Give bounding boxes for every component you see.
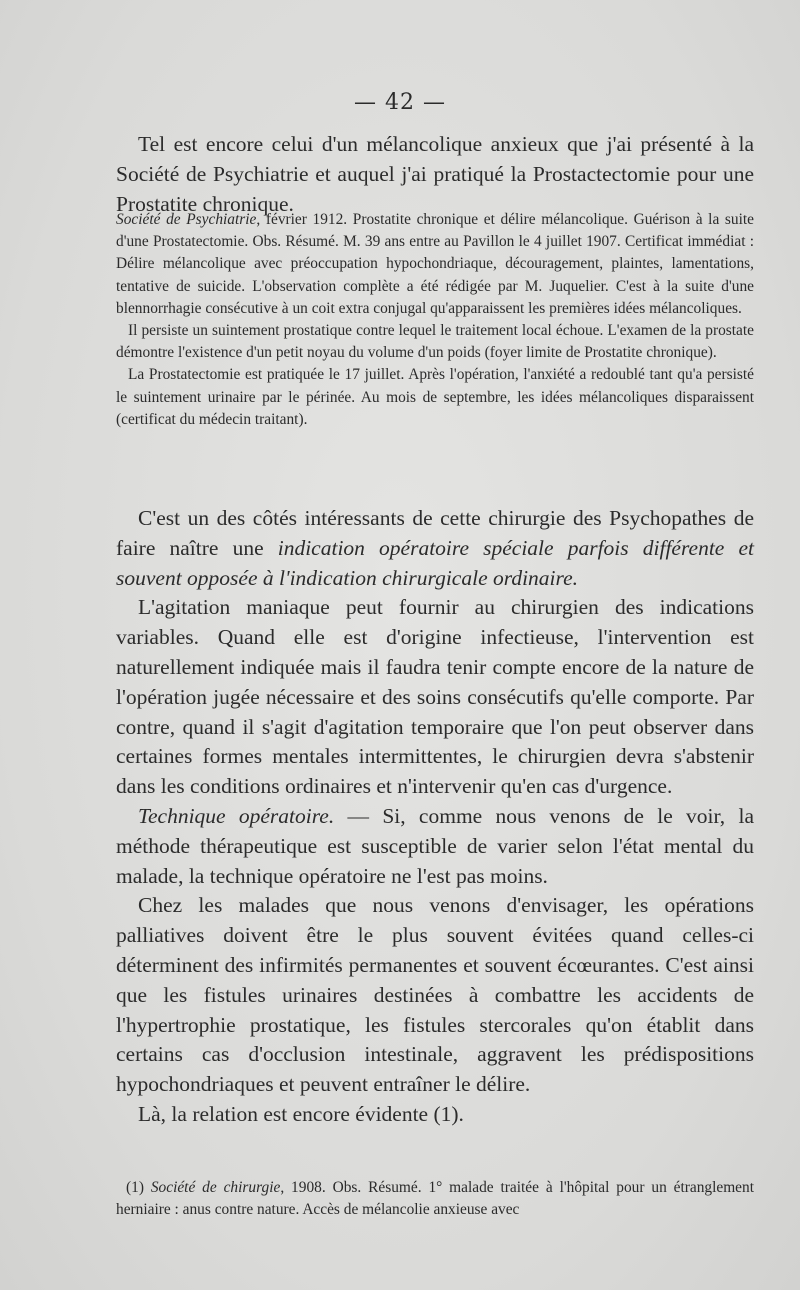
intro-paragraph: Tel est encore celui d'un mélancolique anxieux que j'ai présenté à la Société de Psychiatrie et auquel j'ai pratiqué la Prostactectomie pour une Prostatite chronique. (116, 132, 754, 216)
footnote-source: Société de chirurgie (150, 1179, 281, 1196)
footnote-marker: (1) (126, 1179, 151, 1196)
indication-emphasis: indication opératoire spéciale parfois différente et souvent opposée à l'indication chirurgicale ordinaire. (116, 535, 754, 590)
intro-block (116, 130, 754, 219)
indication-lead-text: C'est un des côtés intéressants de cette chirurgie des Psychopathes de faire naître une (116, 506, 754, 560)
case-summary-paragraph (116, 209, 754, 320)
technique-text: — Si, comme nous venons de le voir, la méthode thérapeutique est susceptible de varier selon l'état mental du malade, la technique opératoire ne l'est pas moins. (116, 803, 754, 888)
body-paragraph-indication (116, 504, 754, 593)
case-summary-text: , février 1912. Prostatite chronique et délire mélancolique. Guérison à la suite d'une Prostatectomie. Obs. Résumé. M. 39 ans entre au Pavillon le 4 juillet 1907. Certificat immédiat : Délire mélancolique avec préoccupation hypochondriaque, découragement, plaintes, lamentations, tentative de suicide. L'observation complète a été rédigée par M. Juquelier. C'est à la suite d'une blennorrhagie consécutive à un coit extra conjugal qu'apparaissent les premières idées mélancoliques. (116, 211, 754, 317)
body-paragraph-technique (116, 802, 754, 891)
body-paragraph-palliative: Chez les malades que nous venons d'envisager, les opérations palliatives doivent être le plus souvent évitées quand celles-ci déterminent des infirmités permanentes et souvent écœurantes. C'est ainsi que les fistules urinaires destinées à combattre les accidents de l'hypertrophie prostatique, les fistules stercorales qu'on établit dans certains cas d'occlusion intestinale, aggravent les prédispositions hypochondriaques et peuvent entraîner le délire. (116, 893, 754, 1097)
case-source: Société de Psychiatrie (116, 211, 257, 228)
technique-heading: Technique opératoire. (138, 803, 335, 828)
footnote-text: , 1908. Obs. Résumé. 1° malade traitée à l'hôpital pour un étranglement herniaire : anus contre nature. Accès de mélancolie anxieuse avec (116, 1179, 754, 1218)
footnote-block (116, 1177, 754, 1221)
case-exam-paragraph: Il persiste un suintement prostatique contre lequel le traitement local échoue. L'examen de la prostate démontre l'existence d'un petit noyau du volume d'un poids (foyer limite de Prostatite chronique). (116, 322, 754, 362)
body-paragraph-relation: Là, la relation est encore évidente (1). (138, 1101, 464, 1126)
body-paragraph-agitation: L'agitation maniaque peut fournir au chirurgien des indications variables. Quand elle est d'origine infectieuse, l'intervention est naturellement indiquée mais il faudra tenir compte encore de la nature de l'opération jugée nécessaire et des soins consécutifs qu'elle comporte. Par contre, quand il s'agit d'agitation temporaire que l'on peut observer dans certaines formes mentales intermittentes, le chirurgien devra s'abstenir dans les conditions ordinaires et n'intervenir qu'en cas d'urgence. (116, 595, 754, 799)
page-number: — 42 — (354, 90, 446, 115)
footnote (116, 1177, 754, 1221)
case-operation-paragraph: La Prostatectomie est pratiquée le 17 juillet. Après l'opération, l'anxiété a redoublé tant qu'a persisté le suintement urinaire par le périnée. Au mois de septembre, les idées mélancoliques disparaissent (certificat du médecin traitant). (116, 366, 754, 428)
case-summary-block (116, 209, 754, 431)
main-body-block (116, 504, 754, 1130)
